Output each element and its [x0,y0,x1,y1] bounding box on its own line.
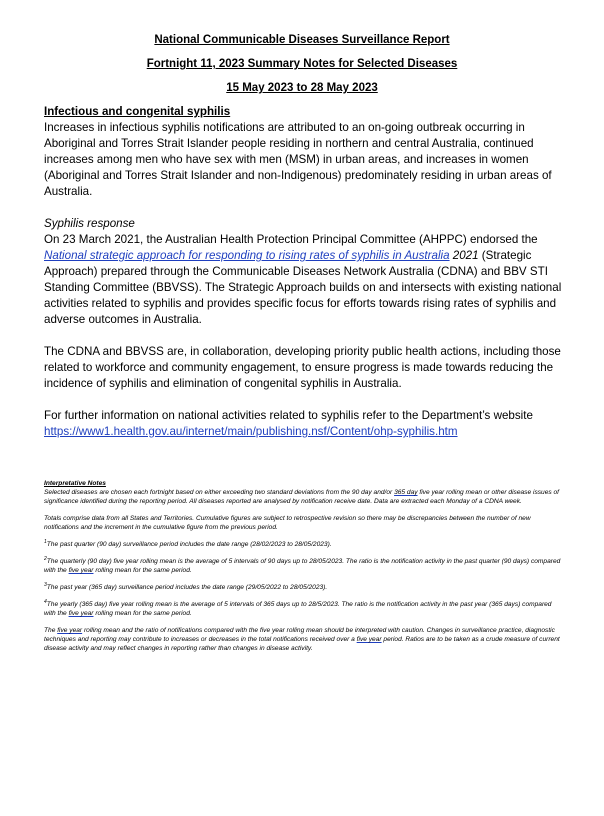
notes-title: Interpretative Notes [44,480,106,487]
note-text: Selected diseases are chosen each fortnight based on either exceeding two standard deviations from the 90 day and/or [44,489,395,496]
strategic-approach-link[interactable]: National strategic approach for responding to rising rates of syphilis in Australia [44,249,450,262]
further-info-text: For further information on national activities related to syphilis refer to the Department’s website [44,409,533,422]
footnote-text: five year [68,610,94,617]
note-text: period. Ratios are to be taken as a crude measure of current disease activity and may reflect changes in reporting rather than changes in disease activity. [44,636,560,652]
footnote-text: rolling mean for the same period. [93,610,192,617]
note-caution [44,626,564,653]
syphilis-section [44,104,564,440]
department-website-link[interactable]: https://www1.health.gov.au/internet/main/publishing.nsf/Content/ohp-syphilis.htm [44,425,458,438]
interpretative-notes [44,479,564,653]
footnote-number: 2 [44,555,47,562]
footnote-text: The past year (365 day) surveillance period includes the date range (29/05/2022 to 28/05/2023). [46,584,328,591]
report-title: National Communicable Diseases Surveillance Report [154,34,450,46]
response-paragraph [44,232,564,328]
note-text: five year rolling mean or other disease issues of significance identified during the reporting period. All diseases reported are analysed by notification receive date. Data are extracted each Monday of a CDNA week. [44,489,560,505]
response-heading: Syphilis response [44,217,135,230]
footnote-number: 4 [44,598,47,605]
note-text: 365 day [394,489,418,496]
footnote-4 [44,600,564,618]
footnote-text: The past quarter (90 day) surveillance period includes the date range (28/02/2023 to 28/05/2023). [46,541,332,548]
footnote-3 [44,583,564,592]
footnote-text: five year [68,567,94,574]
note-text: five year [57,627,83,634]
note-text: five year [356,636,382,643]
note-totals: Totals comprise data from all States and Territories. Cumulative figures are subject to retrospective revision so there may be discrepancies between the number of new notifications and the increment in the cumulative figure from the previous period. [44,515,531,531]
report-subtitle: Fortnight 11, 2023 Summary Notes for Selected Diseases [146,58,458,70]
response-year: 2021 [449,249,479,262]
footnote-text: The yearly (365 day) five year rolling mean is the average of 5 intervals of 365 days up to 28/5/2023. The ratio is the notification activity in the past year (365 days) compared with the [44,601,552,617]
footnote-number: 3 [44,581,47,588]
footnote-2 [44,557,564,575]
note-text: The [44,627,58,634]
note-text: rolling mean and the ratio of notifications compared with the five year rolling mean should be interpreted with caution. Changes in surveillance practice, diagnostic techniques and reporting may contribute to increases or decreases in the total notifications received over a [44,627,555,643]
syphilis-intro: Increases in infectious syphilis notifications are attributed to an on-going outbreak occurring in Aboriginal and Torres Strait Islander people residing in northern and central Australia, continued increases among men who have sex with men (MSM) in urban areas, and increases in women (Aboriginal and Torres Strait Islander and non-Indigenous) predominately residing in urban areas of Australia. [44,121,552,198]
response-text-post: (Strategic Approach) prepared through the Communicable Diseases Network Australia (CDNA) and BBV STI Standing Committee (BBVSS). The Strategic Approach builds on and intersects with existing national activities related to syphilis and provides specific focus for efforts towards rising rates of syphilis and adverse outcomes in Australia. [44,249,562,326]
collaboration-paragraph: The CDNA and BBVSS are, in collaboration, developing priority public health actions, including those related to workforce and community engagement, to ensure progress is made towards reducing the incidence of syphilis and elimination of congenital syphilis in Australia. [44,345,561,390]
report-date-range: 15 May 2023 to 28 May 2023 [226,82,378,94]
section-heading: Infectious and congenital syphilis [44,105,231,118]
note-selection [44,488,564,506]
footnote-text: rolling mean for the same period. [93,567,192,574]
response-text-pre: On 23 March 2021, the Australian Health Protection Principal Committee (AHPPC) endorsed the [44,233,538,246]
footnote-number: 1 [44,538,47,545]
footnote-1 [44,540,564,549]
footnote-text: The quarterly (90 day) five year rolling mean is the average of 5 intervals of 90 days up to 28/05/2023. The ratio is the notification activity in the past quarter (90 days) compared with the [44,558,561,574]
